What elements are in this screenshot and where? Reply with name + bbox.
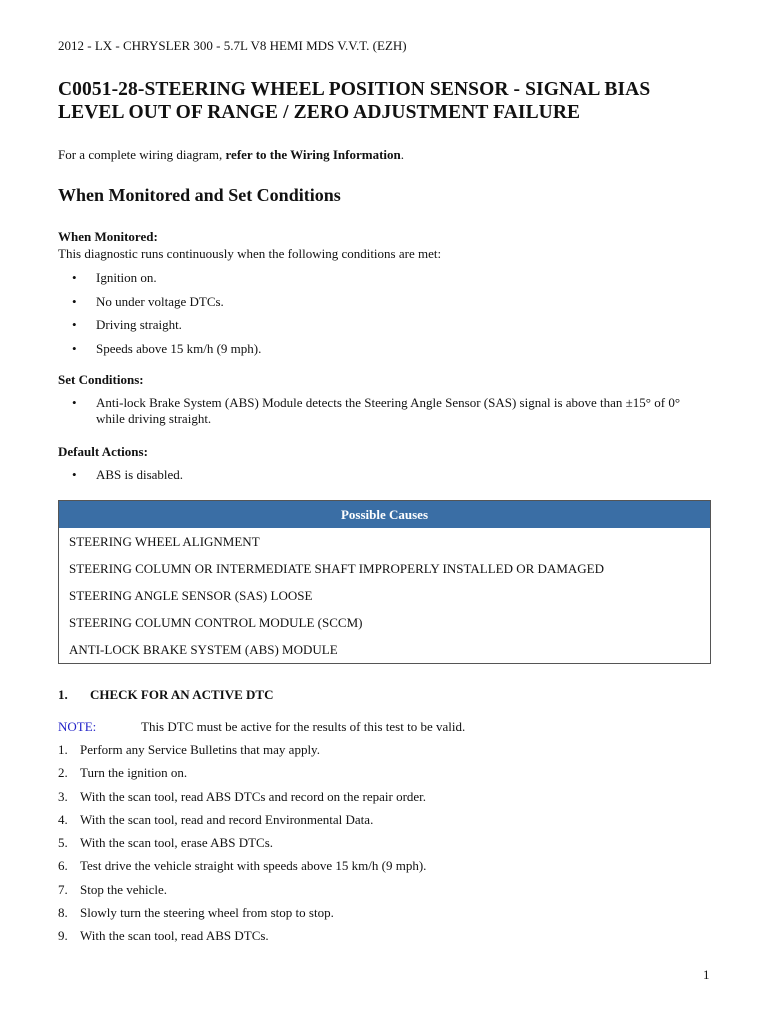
procedure-list <box>58 742 426 952</box>
table-row: STEERING COLUMN CONTROL MODULE (SCCM) <box>69 615 363 630</box>
note <box>58 719 465 735</box>
bullet-icon: • <box>72 293 77 309</box>
table-row: ANTI-LOCK BRAKE SYSTEM (ABS) MODULE <box>69 642 338 657</box>
wiring-link[interactable]: refer to the Wiring Information <box>225 147 401 162</box>
page-title: C0051-28-STEERING WHEEL POSITION SENSOR - SIGNAL BIAS LEVEL OUT OF RANGE / ZERO ADJUSTMENT FAILURE <box>58 79 651 123</box>
bullet-icon: • <box>72 317 77 332</box>
list-item: 6. Test drive the vehicle straight with speeds above 15 km/h (9 mph). <box>58 858 427 874</box>
list-item: 5. With the scan tool, erase ABS DTCs. <box>58 835 274 851</box>
possible-causes-table <box>58 500 711 664</box>
table-row: STEERING ANGLE SENSOR (SAS) LOOSE <box>69 588 313 603</box>
set-conditions-list <box>58 395 708 427</box>
list-item: • ABS is disabled. <box>72 467 184 482</box>
table-row: STEERING COLUMN OR INTERMEDIATE SHAFT IMPROPERLY INSTALLED OR DAMAGED <box>69 561 604 576</box>
list-item: 8. Slowly turn the steering wheel from stop to stop. <box>58 905 334 921</box>
wiring-prefix: For a complete wiring diagram, <box>58 147 226 162</box>
table-header: Possible Causes <box>59 501 710 528</box>
list-item: • Speeds above 15 km/h (9 mph). <box>72 340 262 356</box>
bullet-icon: • <box>72 270 77 285</box>
list-item: 7. Stop the vehicle. <box>58 881 168 897</box>
list-item: 3. With the scan tool, read ABS DTCs and record on the repair order. <box>58 788 427 804</box>
bullet-icon: • <box>72 395 77 410</box>
bullet-icon: • <box>72 467 77 482</box>
set-conditions-label: Set Conditions: <box>58 372 144 387</box>
note-label: NOTE: <box>58 719 97 734</box>
page-number: 1 <box>703 967 710 982</box>
when-monitored-list <box>58 270 261 364</box>
default-actions-label: Default Actions: <box>58 444 148 459</box>
bullet-icon: • <box>72 340 77 356</box>
list-item: 9. With the scan tool, read ABS DTCs. <box>58 928 269 944</box>
default-actions-list <box>58 467 183 491</box>
wiring-suffix: . <box>400 147 405 162</box>
list-item: • No under voltage DTCs. <box>72 293 224 309</box>
section-title: When Monitored and Set Conditions <box>58 185 341 205</box>
wiring-reference <box>58 147 404 163</box>
list-item: • Anti-lock Brake System (ABS) Module detects the Steering Angle Sensor (SAS) signal is above than ±15° of 0° while driving straight. <box>72 395 681 426</box>
when-monitored-intro: This diagnostic runs continuously when the following conditions are met: <box>58 246 442 261</box>
list-item: • Driving straight. <box>72 317 182 332</box>
note-text: This DTC must be active for the results of this test to be valid. <box>141 719 466 734</box>
step-number: 1. <box>58 687 68 702</box>
table-row: STEERING WHEEL ALIGNMENT <box>69 534 260 549</box>
list-item: • Ignition on. <box>72 270 157 285</box>
vehicle-header: 2012 - LX - CHRYSLER 300 - 5.7L V8 HEMI MDS V.V.T. (EZH) <box>58 38 407 53</box>
step-heading <box>58 687 273 703</box>
list-item: 2. Turn the ignition on. <box>58 765 188 781</box>
list-item: 4. With the scan tool, read and record Environmental Data. <box>58 811 374 827</box>
list-item: 1. Perform any Service Bulletins that may apply. <box>58 742 320 757</box>
when-monitored-label: When Monitored: <box>58 229 158 244</box>
step-title: CHECK FOR AN ACTIVE DTC <box>90 687 274 702</box>
